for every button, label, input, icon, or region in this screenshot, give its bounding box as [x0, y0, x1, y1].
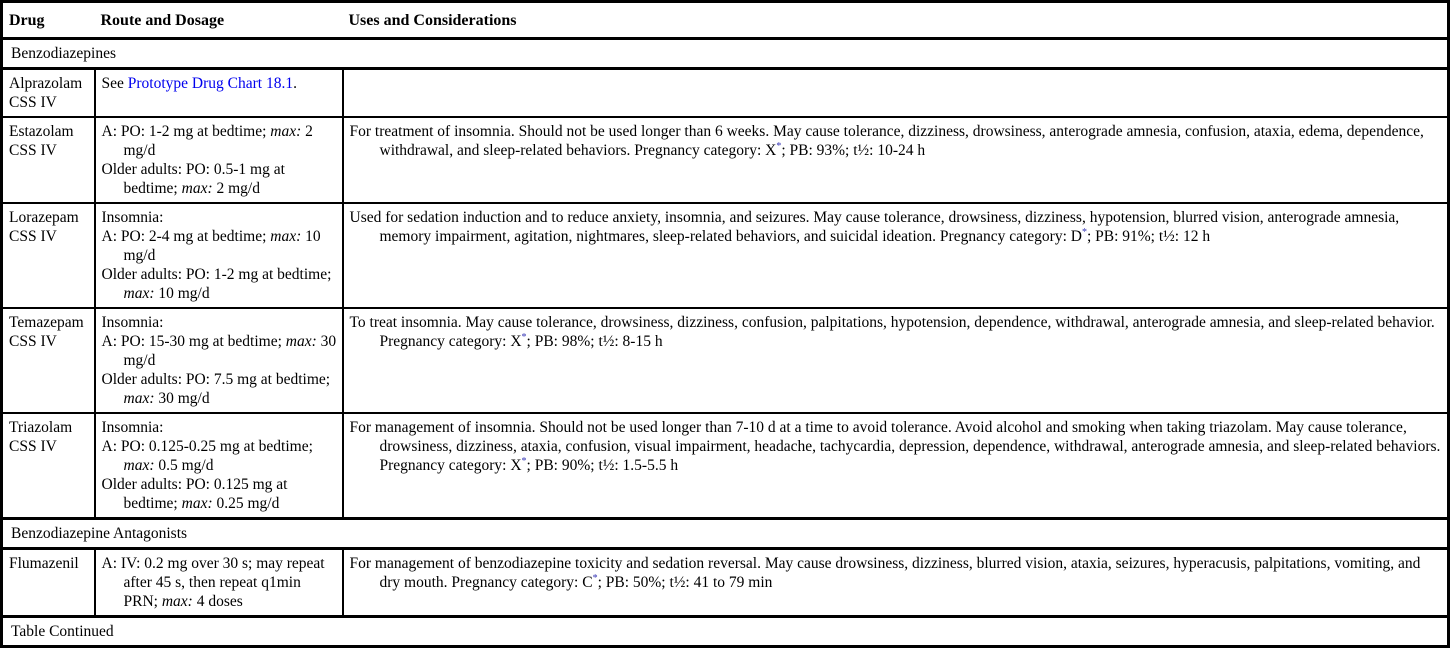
text-segment: 10 mg/d — [154, 285, 210, 302]
text-segment: 2 mg/d — [212, 180, 260, 197]
drug-schedule: CSS IV — [9, 438, 57, 455]
drug-schedule: CSS IV — [9, 228, 57, 245]
max-dose-label: max: — [181, 180, 213, 197]
footnote-asterisk[interactable]: * — [1081, 226, 1087, 238]
text-segment: 10 mg/d — [123, 228, 321, 264]
route-cell — [95, 203, 343, 308]
text-segment: To treat insomnia. May cause tolerance, drowsiness, dizziness, confusion, palpitations, hypotension, dependence, withdrawal, anterograde amnesia, and sleep-related behavior. Pregnancy category: X — [349, 314, 1435, 350]
footnote-asterisk[interactable]: * — [521, 331, 527, 343]
text-segment: Older adults: PO: 7.5 mg at bedtime; — [101, 371, 331, 388]
text-segment: For treatment of insomnia. Should not be used longer than 6 weeks. May cause tolerance, dizziness, drowsiness, anterograde amnesia, confusion, ataxia, edema, dependence, withdrawal, and sleep-related behaviors. Pregnancy category: X — [349, 123, 1424, 159]
uses-cell — [343, 549, 1449, 617]
route-line — [102, 418, 338, 437]
footnote-asterisk[interactable]: * — [521, 455, 527, 467]
drug-name: Alprazolam — [9, 75, 83, 92]
text-segment: A: PO: 15-30 mg at bedtime; — [101, 333, 286, 350]
text-segment: Older adults: PO: 0.125 mg at bedtime; — [101, 476, 288, 512]
drug-schedule: CSS IV — [9, 94, 57, 111]
uses-cell — [343, 117, 1449, 203]
text-segment: ; PB: 93%; t½: 10-24 h — [781, 142, 926, 159]
max-dose-label: max: — [270, 228, 302, 245]
max-dose-label: max: — [285, 333, 317, 350]
col-header-uses-and-considerations: Uses and Considerations — [343, 2, 1449, 39]
route-line — [102, 332, 338, 370]
route-cell — [95, 549, 343, 617]
text-segment: A: IV: 0.2 mg over 30 s; may repeat after 45 s, then repeat q1min PRN; — [101, 555, 325, 610]
uses-cell — [343, 203, 1449, 308]
text-segment: ; PB: 98%; t½: 8-15 h — [526, 333, 663, 350]
drug-name: Lorazepam — [9, 209, 79, 226]
text-segment: 2 mg/d — [123, 123, 313, 159]
drug-schedule: CSS IV — [9, 142, 57, 159]
route-cell — [95, 69, 343, 118]
max-dose-label: max: — [270, 123, 302, 140]
drug-cell — [2, 203, 95, 308]
text-segment: For management of benzodiazepine toxicity and sedation reversal. May cause drowsiness, dizziness, blurred vision, ataxia, seizures, hyperacusis, palpitations, vomiting, and dry mouth. Pregnancy category: C — [349, 555, 1421, 591]
uses-text — [350, 313, 1444, 351]
text-segment: 0.5 mg/d — [154, 457, 214, 474]
col-header-drug: Drug — [2, 2, 95, 39]
text-segment: Insomnia: — [101, 419, 164, 436]
drug-name: Estazolam — [9, 123, 74, 140]
text-segment: Insomnia: — [101, 209, 164, 226]
drug-cell — [2, 117, 95, 203]
text-segment: 30 mg/d — [123, 333, 337, 369]
route-line — [102, 554, 338, 611]
uses-text — [350, 122, 1444, 160]
text-segment: . — [293, 75, 297, 92]
uses-text — [350, 208, 1444, 246]
route-line — [102, 475, 338, 513]
text-segment: 30 mg/d — [154, 390, 210, 407]
footer-row — [2, 617, 1449, 647]
uses-cell — [343, 413, 1449, 519]
drug-cell — [2, 308, 95, 413]
text-segment: Older adults: PO: 0.5-1 mg at bedtime; — [101, 161, 285, 197]
text-segment: A: PO: 1-2 mg at bedtime; — [101, 123, 271, 140]
max-dose-label: max: — [181, 495, 213, 512]
route-cell — [95, 413, 343, 519]
route-line — [102, 370, 338, 408]
max-dose-label: max: — [123, 457, 155, 474]
max-dose-label: max: — [161, 593, 193, 610]
text-segment: For management of insomnia. Should not be used longer than 7-10 d at a time to avoid tolerance. Avoid alcohol and smoking when taking triazolam. May cause tolerance, drowsiness, dizziness, ataxia, confusion, visual impairment, headache, tachycardia, depression, dependence, withdrawal, anterograde amnesia, and sleep-related behaviors. Pregnancy category: X — [349, 419, 1441, 474]
table-footer-row — [2, 617, 1449, 647]
drug-schedule: CSS IV — [9, 333, 57, 350]
prototype-chart-link[interactable]: Prototype Drug Chart 18.1 — [127, 75, 294, 92]
section-label: Benzodiazepine Antagonists — [2, 519, 1449, 549]
route-line — [102, 208, 338, 227]
table-continued-label: Table Continued — [2, 617, 1449, 647]
drug-name: Flumazenil — [9, 555, 79, 572]
drug-row — [2, 69, 1449, 118]
footnote-asterisk[interactable]: * — [776, 140, 782, 152]
drug-row — [2, 117, 1449, 203]
text-segment: A: PO: 2-4 mg at bedtime; — [101, 228, 271, 245]
text-segment: ; PB: 50%; t½: 41 to 79 min — [597, 574, 773, 591]
route-line — [102, 313, 338, 332]
uses-text — [350, 554, 1444, 592]
uses-text — [350, 418, 1444, 475]
route-line — [102, 74, 338, 93]
section-row — [2, 519, 1449, 549]
route-cell — [95, 308, 343, 413]
footnote-asterisk[interactable]: * — [592, 572, 598, 584]
route-line — [102, 437, 338, 475]
route-line — [102, 160, 338, 198]
text-segment: Older adults: PO: 1-2 mg at bedtime; — [101, 266, 332, 283]
route-line — [102, 265, 338, 303]
table-header-row — [2, 2, 1449, 39]
section-label: Benzodiazepines — [2, 39, 1449, 69]
route-line — [102, 122, 338, 160]
drug-name: Triazolam — [9, 419, 73, 436]
drug-row — [2, 308, 1449, 413]
text-segment: 4 doses — [192, 593, 243, 610]
max-dose-label: max: — [123, 390, 155, 407]
text-segment: A: PO: 0.125-0.25 mg at bedtime; — [101, 438, 313, 455]
drug-name: Temazepam — [9, 314, 84, 331]
text-segment: 0.25 mg/d — [212, 495, 280, 512]
table-body — [2, 39, 1449, 617]
drug-row — [2, 203, 1449, 308]
drug-row — [2, 413, 1449, 519]
route-cell — [95, 117, 343, 203]
text-segment: ; PB: 91%; t½: 12 h — [1086, 228, 1211, 245]
text-segment: See — [101, 75, 128, 92]
drug-row — [2, 549, 1449, 617]
max-dose-label: max: — [123, 285, 155, 302]
route-line — [102, 227, 338, 265]
drug-cell — [2, 413, 95, 519]
section-row — [2, 39, 1449, 69]
drug-cell — [2, 69, 95, 118]
text-segment: Insomnia: — [101, 314, 164, 331]
uses-cell — [343, 308, 1449, 413]
text-segment: ; PB: 90%; t½: 1.5-5.5 h — [526, 457, 679, 474]
header-row — [2, 2, 1449, 39]
text-segment: Used for sedation induction and to reduce anxiety, insomnia, and seizures. May cause tolerance, drowsiness, dizziness, hypotension, blurred vision, anterograde amnesia, memory impairment, agitation, nightmares, sleep-related behaviors, and suicidal ideation. Pregnancy category: D — [349, 209, 1400, 245]
drug-cell — [2, 549, 95, 617]
col-header-route-and-dosage: Route and Dosage — [95, 2, 343, 39]
uses-cell — [343, 69, 1449, 118]
